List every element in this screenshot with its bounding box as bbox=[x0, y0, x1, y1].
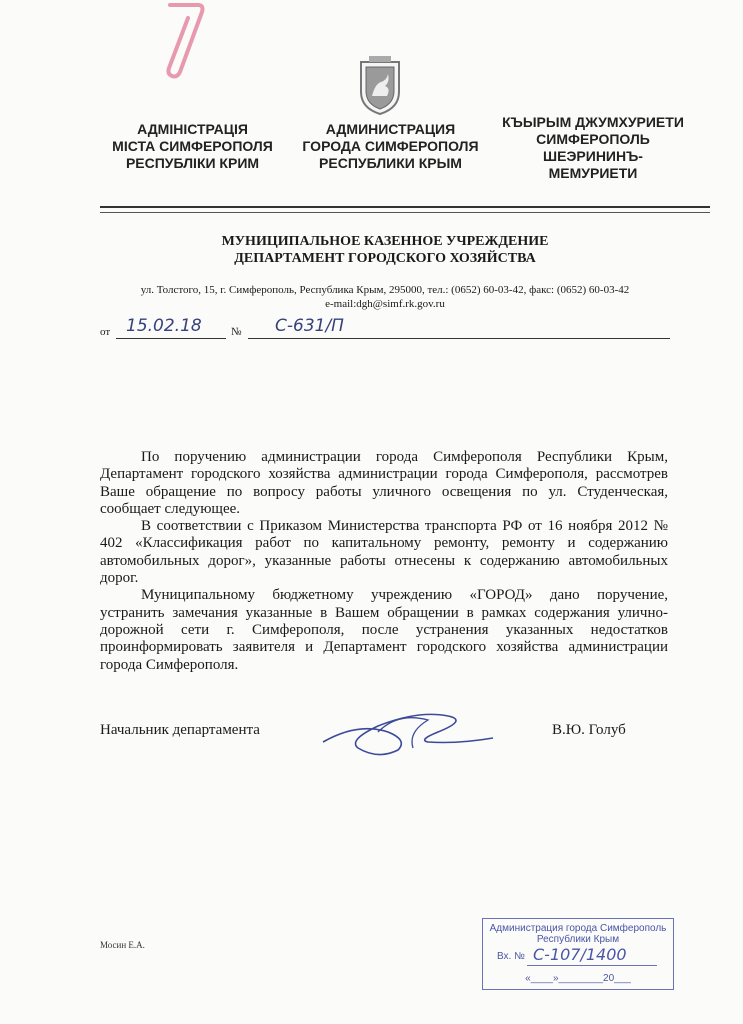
body-paragraph: Муниципальному бюджетному учреждению «ГОРОД» дано поручение, устранить замечания указанные в Вашем обращении в рамках содержания улично-дорожной сети г. Симферополя, после устранения указанных недостатков проинформировать заявителя и Департамент городского хозяйства администрации города Симферополя. bbox=[100, 587, 668, 673]
executor-name: Мосин Е.А. bbox=[100, 940, 145, 950]
from-label: от bbox=[100, 326, 111, 338]
signatory-title: Начальник департамента bbox=[100, 722, 260, 738]
institution-address: ул. Толстого, 15, г. Симферополь, Республика Крым, 295000, тел.: (0652) 60-03-42, факс: (0652) 60-03-42 e-mail:dgh@simf.rk.gov.ru bbox=[140, 284, 630, 310]
coat-of-arms-emblem bbox=[357, 56, 403, 116]
institution-title: МУНИЦИПАЛЬНОЕ КАЗЕННОЕ УЧРЕЖДЕНИЕ ДЕПАРТАМЕНТ ГОРОДСКОГО ХОЗЯЙСТВА bbox=[221, 234, 549, 266]
body-paragraph: В соответствии с Приказом Министерства транспорта РФ от 16 ноября 2012 № 402 «Классификация работ по капитальному ремонту, ремонту и содержанию автомобильных дорог», указанные работы отнесены к содержанию автомобильных дорог. bbox=[100, 518, 668, 587]
header-divider bbox=[100, 206, 710, 208]
header-divider-thin bbox=[100, 212, 710, 213]
header-russian: АДМИНИСТРАЦИЯ ГОРОДА СИМФЕРОПОЛЯ РЕСПУБЛИКИ КРЫМ bbox=[302, 121, 479, 171]
incoming-registration-stamp bbox=[482, 918, 674, 990]
header-ukrainian: АДМІНІСТРАЦІЯ МІСТА СИМФЕРОПОЛЯ РЕСПУБЛІКИ КРИМ bbox=[112, 121, 273, 171]
number-label: № bbox=[231, 326, 242, 338]
reference-line bbox=[100, 318, 670, 340]
stamp-date-line: «____»________20___ bbox=[525, 973, 631, 984]
stamp-number-label: Вх. № bbox=[497, 951, 525, 962]
header-crimean-tatar: КЪЫРЫМ ДЖУМХУРИЕТИ СИМФЕРОПОЛЬ ШЕЭРИНИНЪ- МЕМУРИЕТИ bbox=[502, 114, 684, 181]
stamp-number: С-107/1400 bbox=[533, 945, 627, 964]
stamp-line-1: Администрация города Симферополь bbox=[489, 923, 667, 934]
stamp-line-2: Республики Крым bbox=[536, 934, 620, 945]
outgoing-number: С-631/П bbox=[275, 316, 344, 336]
handwritten-signature bbox=[318, 702, 498, 762]
signatory-name: В.Ю. Голуб bbox=[552, 722, 626, 738]
letter-body bbox=[100, 449, 668, 674]
body-paragraph: По поручению администрации города Симферополя Республики Крым, Департамент городского хозяйства администрации города Симферополя, рассмотрев Ваше обращение по вопросу работы уличного освещения по ул. Студенческая, сообщает следующее. bbox=[100, 449, 668, 517]
paperclip-icon bbox=[160, 0, 210, 80]
outgoing-date: 15.02.18 bbox=[126, 316, 202, 336]
